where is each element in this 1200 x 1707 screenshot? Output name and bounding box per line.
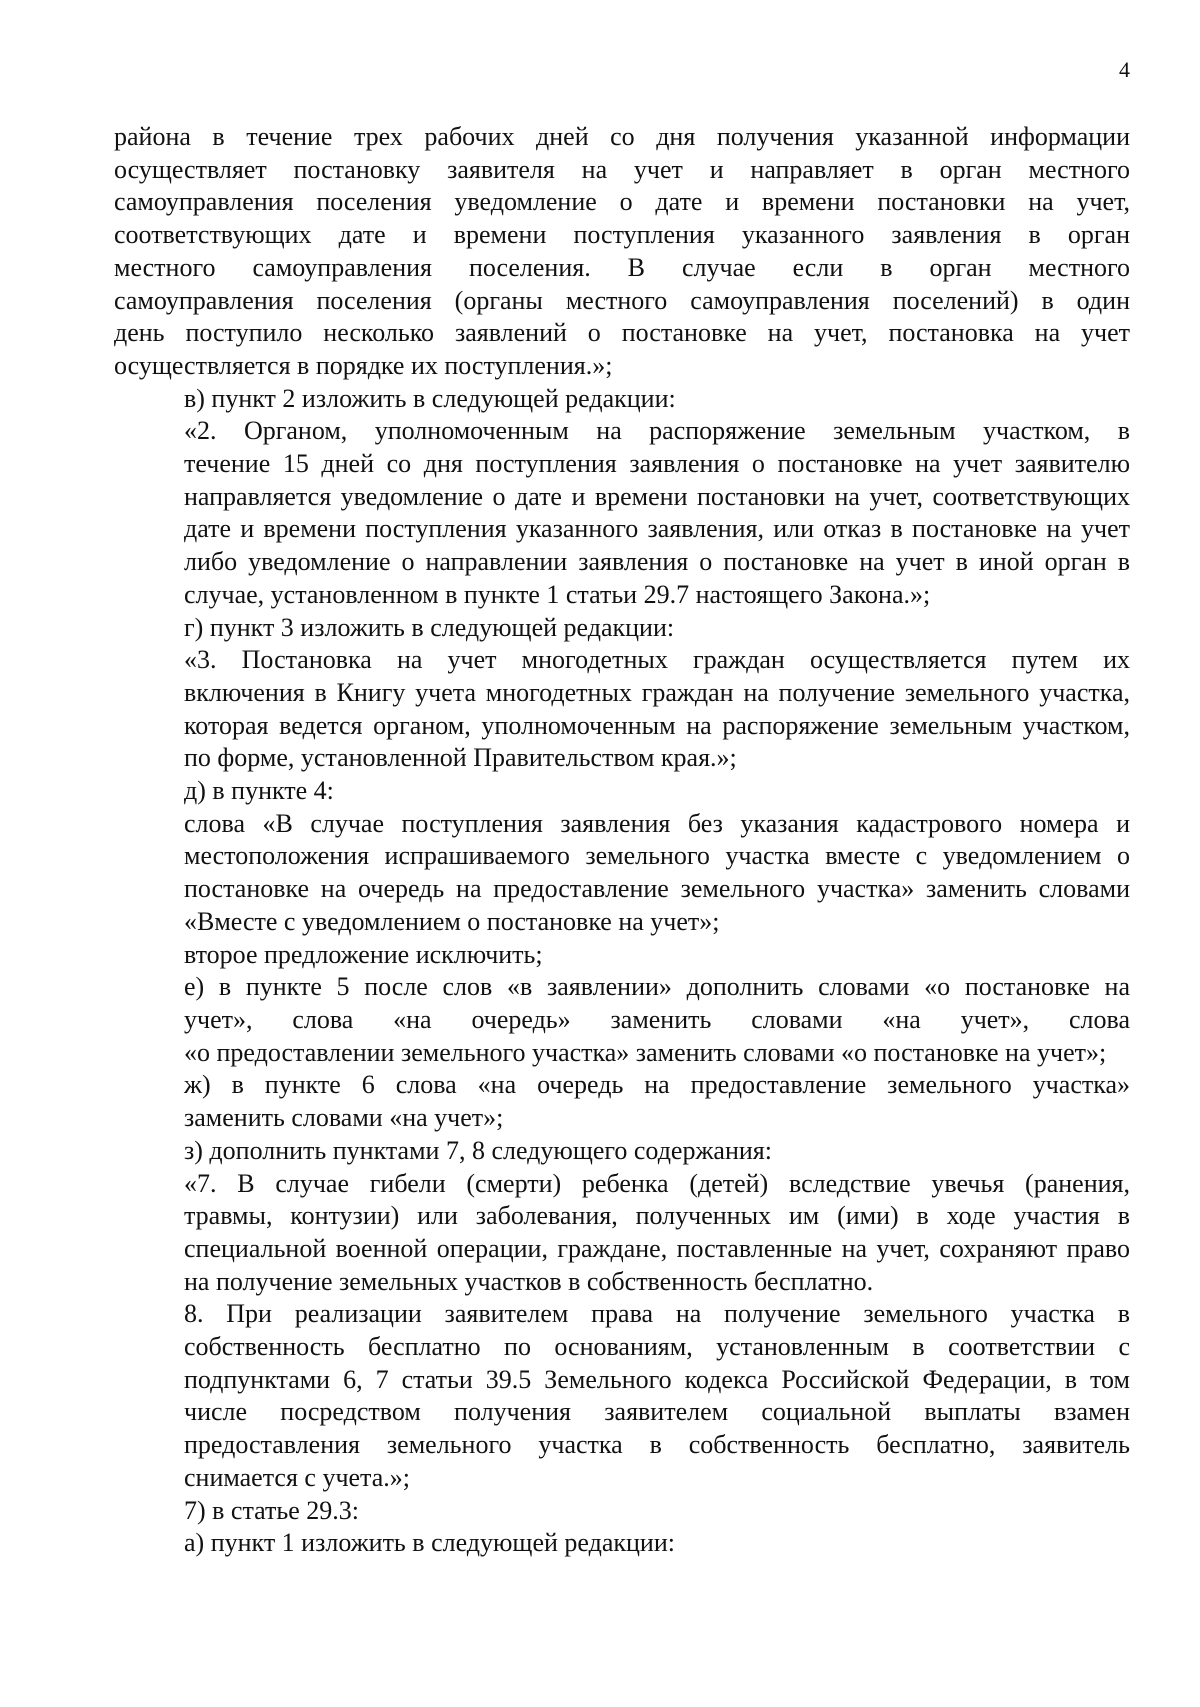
paragraph [114,971,1130,1069]
text-line: «Вместе с уведомлением о постановке на учет»; [184,906,720,936]
text-line: которая ведется органом, уполномоченным на распоряжение земельным участком, [184,710,1130,740]
paragraph [114,121,1130,383]
text-line: либо уведомление о направлении заявления о постановке на учет в иной орган в [184,547,1130,577]
text-line: з) дополнить пунктами 7, 8 следующего содержания: [184,1135,772,1165]
text-line: числе посредством получения заявителем социальной выплаты взамен [184,1397,1130,1427]
text-line: учет», слова «на очередь» заменить словами «на учет», слова [184,1004,1130,1034]
document-body [114,121,1130,1560]
text-line: «7. В случае гибели (смерти) ребенка (детей) вследствие увечья (ранения, [184,1168,1130,1198]
text-line: района в течение трех рабочих дней со дня получения указанной информации [114,122,1130,151]
text-line: а) пункт 1 изложить в следующей редакции: [184,1528,675,1558]
text-line: «2. Органом, уполномоченным на распоряжение земельным участком, в [184,416,1130,446]
text-line: дате и времени поступления указанного заявления, или отказ в постановке на учет [184,514,1130,544]
text-line: течение 15 дней со дня поступления заявления о постановке на учет заявителю [184,449,1130,479]
text-line: «3. Постановка на учет многодетных граждан осуществляется путем их [184,645,1130,675]
paragraph [114,612,1130,645]
text-line: специальной военной операции, граждане, поставленные на учет, сохраняют право [184,1233,1130,1263]
text-line: на получение земельных участков в собственность бесплатно. [184,1266,874,1296]
text-line: снимается с учета.»; [184,1462,411,1492]
text-line: включения в Книгу учета многодетных граждан на получение земельного участка, [184,677,1130,707]
text-line: собственность бесплатно по основаниям, установленным в соответствии с [184,1332,1130,1362]
text-line: самоуправления поселения (органы местного самоуправления поселений) в один [114,285,1130,315]
text-line: осуществляется в порядке их поступления.»; [114,350,613,380]
text-line: заменить словами «на учет»; [184,1103,504,1133]
text-line: второе предложение исключить; [184,939,543,969]
paragraph [114,808,1130,939]
text-line: в) пункт 2 изложить в следующей редакции: [184,383,676,413]
text-line: предоставления земельного участка в собственность бесплатно, заявитель [184,1430,1130,1460]
paragraph [114,1168,1130,1299]
text-line: осуществляет постановку заявителя на учет и направляет в орган местного [114,154,1130,184]
paragraph [114,939,1130,972]
paragraph [114,1527,1130,1560]
text-line: д) в пункте 4: [184,776,334,806]
text-line: травмы, контузии) или заболевания, полученных им (ими) в ходе участия в [184,1201,1130,1231]
text-line: соответствующих дате и времени поступления указанного заявления в орган [114,220,1130,250]
text-line: 8. При реализации заявителем права на получение земельного участка в [184,1299,1130,1329]
text-line: день поступило несколько заявлений о постановке на учет, постановка на учет [114,318,1130,348]
paragraph [114,644,1130,775]
paragraph [114,1135,1130,1168]
text-line: подпунктами 6, 7 статьи 39.5 Земельного кодекса Российской Федерации, в том [184,1364,1130,1394]
text-line: постановке на очередь на предоставление земельного участка» заменить словами [184,874,1130,904]
text-line: е) в пункте 5 после слов «в заявлении» дополнить словами «о постановке на [184,972,1130,1002]
text-line: случае, установленном в пункте 1 статьи 29.7 настоящего Закона.»; [184,579,931,609]
text-line: местного самоуправления поселения. В случае если в орган местного [114,252,1130,282]
text-line: по форме, установленной Правительством края.»; [184,743,737,773]
paragraph [114,775,1130,808]
paragraph [114,383,1130,416]
text-line: «о предоставлении земельного участка» заменить словами «о постановке на учет»; [184,1037,1107,1067]
text-line: слова «В случае поступления заявления без указания кадастрового номера и [184,808,1130,838]
text-line: 7) в статье 29.3: [184,1495,360,1525]
paragraph [114,415,1130,611]
paragraph [114,1298,1130,1494]
text-line: местоположения испрашиваемого земельного участка вместе с уведомлением о [184,841,1130,871]
text-line: г) пункт 3 изложить в следующей редакции: [184,612,675,642]
paragraph [114,1069,1130,1134]
page-number: 4 [1119,57,1130,82]
text-line: направляется уведомление о дате и времени постановки на учет, соответствующих [184,481,1130,511]
text-line: ж) в пункте 6 слова «на очередь на предоставление земельного участка» [184,1070,1130,1100]
paragraph [114,1495,1130,1528]
text-line: самоуправления поселения уведомление о дате и времени постановки на учет, [114,187,1130,217]
